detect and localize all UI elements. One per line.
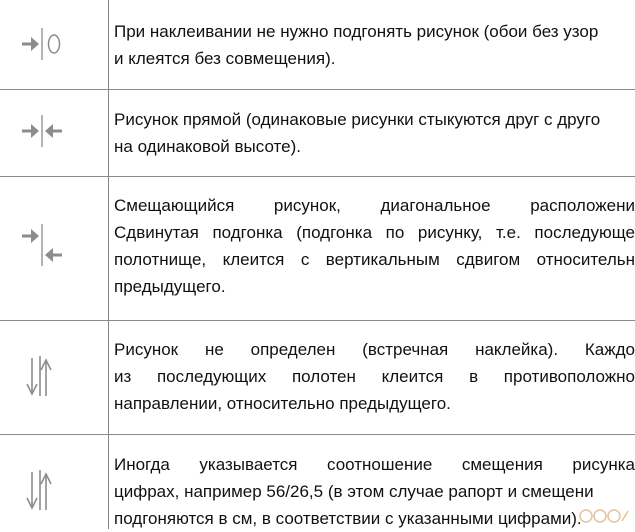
description-line: из последующих полотен клеится в противоположно (114, 367, 635, 386)
description-line: на одинаковой высоте). (114, 137, 301, 156)
symbol-cell (0, 320, 108, 434)
symbol-description (114, 451, 635, 532)
arrows-up-down-icon (26, 466, 66, 516)
arrows-converge-straight-icon (20, 111, 80, 151)
arrows-up-down-icon (26, 352, 66, 402)
description-line: предыдущего. (114, 277, 226, 296)
arrows-converge-offset-icon (20, 220, 80, 280)
column-divider (108, 0, 109, 529)
description-line: Рисунок не определен (встречная наклейка). Каждо (114, 340, 635, 359)
description-line: подгоняются в см, в соответствии с указанными цифрами). (114, 509, 582, 528)
symbol-description (114, 106, 635, 160)
symbol-description (114, 192, 635, 300)
description-line: цифрах, например 56/26,5 (в этом случае рапорт и смещени (114, 482, 594, 501)
arrow-to-zero-icon (22, 24, 82, 64)
description-line: полотнище, клеится с вертикальным сдвигом относительн (114, 250, 635, 269)
description-line: и клеятся без совмещения). (114, 49, 336, 68)
symbol-cell (0, 89, 108, 176)
description-line: Сдвинутая подгонка (подгонка по рисунку, т.е. последующе (114, 223, 635, 242)
description-line: При наклеивании не нужно подгонять рисунок (обои без узор (114, 22, 599, 41)
description-line: Рисунок прямой (одинаковые рисунки стыкуются друг с друго (114, 110, 601, 129)
symbol-cell (0, 0, 108, 89)
symbol-description (114, 18, 635, 72)
description-line: направлении, относительно предыдущего. (114, 394, 451, 413)
symbol-cell (0, 434, 108, 529)
symbol-description (114, 336, 635, 417)
description-line: Иногда указывается соотношение смещения рисунка (114, 455, 635, 474)
symbol-cell (0, 176, 108, 320)
watermark-icon (577, 505, 631, 525)
description-line: Смещающийся рисунок, диагональное расположени (114, 196, 635, 215)
